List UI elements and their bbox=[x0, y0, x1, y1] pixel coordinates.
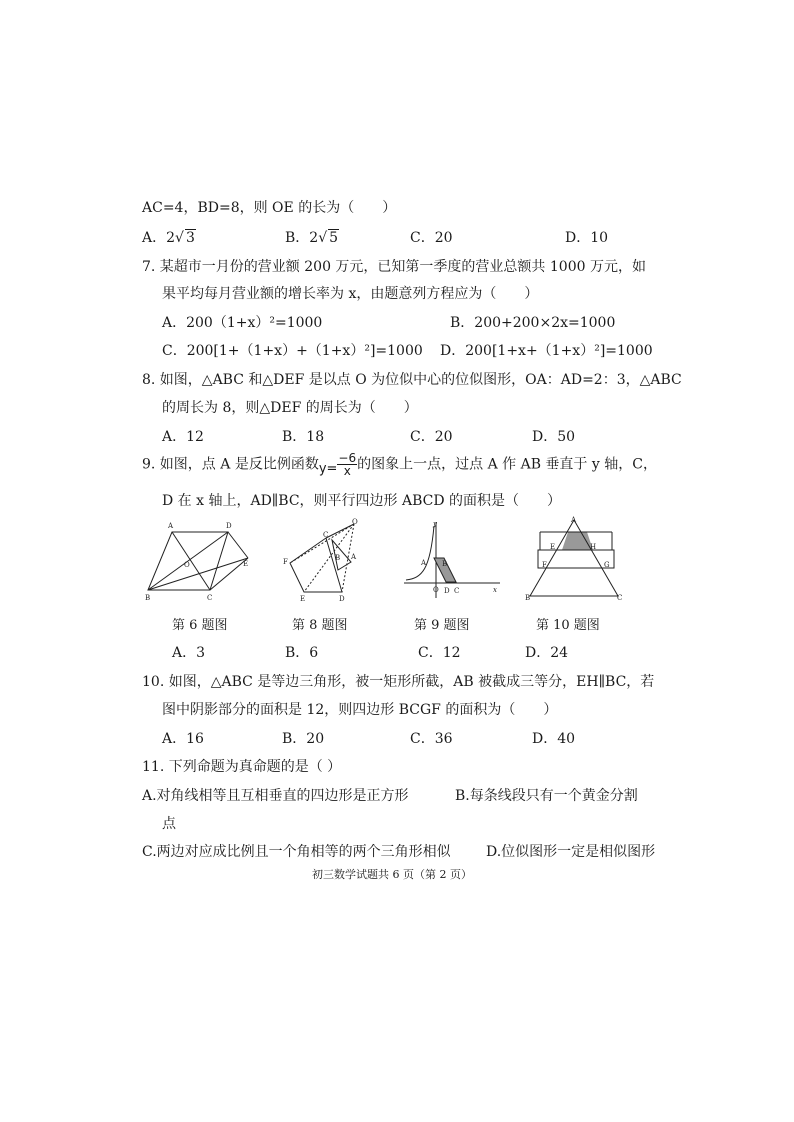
figure-6-caption: 第 6 题图 bbox=[172, 618, 228, 633]
fig6-label-a: A bbox=[168, 522, 174, 530]
q11-option-b: B.每条线段只有一个黄金分割 bbox=[455, 788, 638, 804]
q6-option-d: D．10 bbox=[565, 230, 609, 246]
q6-option-a-label: A．2 bbox=[142, 230, 176, 246]
q7-option-c: C．200[1+（1+x）+（1+x）²]=1000 bbox=[162, 343, 423, 359]
q9-option-c: C．12 bbox=[418, 645, 461, 661]
q7-option-a: A．200（1+x）²=1000 bbox=[162, 315, 323, 331]
fig9-label-y: y bbox=[433, 520, 437, 528]
q10-line1: 10. 如图，△ABC 是等边三角形，被一矩形所截，AB 被截成三等分，EH∥BC，若 bbox=[142, 674, 655, 690]
fig6-label-b: B bbox=[145, 594, 151, 602]
q8-line2: 的周长为 8，则△DEF 的周长为（ ） bbox=[162, 400, 418, 416]
q9-function-fraction bbox=[337, 452, 357, 477]
q9-line1-post: 的图象上一点，过点 A 作 AB 垂直于 y 轴，C， bbox=[357, 456, 657, 473]
fig9-label-b: B bbox=[442, 560, 448, 568]
q6-option-a-radicand: 3 bbox=[185, 230, 195, 246]
fig10-label-h: H bbox=[590, 543, 597, 551]
figure-10-triangle-rectangle bbox=[522, 516, 627, 603]
q6-option-c: C．20 bbox=[410, 230, 453, 246]
q11-option-b-continuation: 点 bbox=[162, 816, 176, 832]
q7-option-d: D．200[1+x+（1+x）²]=1000 bbox=[440, 343, 653, 359]
fig6-label-d: D bbox=[226, 522, 232, 530]
fig8-label-b: B bbox=[335, 554, 341, 562]
q8-option-d: D．50 bbox=[532, 429, 576, 445]
q6-option-b-label: B．2 bbox=[285, 230, 319, 246]
q8-option-b: B．18 bbox=[282, 429, 325, 445]
sqrt-symbol: √ 3 bbox=[175, 230, 195, 246]
fig9-label-x: x bbox=[493, 586, 497, 594]
q7-option-b: B．200+200×2x=1000 bbox=[450, 315, 616, 331]
figure-10-caption: 第 10 题图 bbox=[536, 618, 600, 633]
fig8-label-f: F bbox=[283, 558, 288, 566]
q10-line2: 图中阴影部分的面积是 12，则四边形 BCGF 的面积为（ ） bbox=[162, 702, 558, 718]
q6-stem-continuation: AC=4，BD=8，则 OE 的长为（ ） bbox=[142, 200, 397, 216]
fig9-label-c: C bbox=[454, 587, 460, 595]
q9-fraction-numerator: −6 bbox=[338, 451, 357, 465]
fig10-label-a: A bbox=[571, 516, 577, 524]
q9-option-b: B．6 bbox=[285, 645, 319, 661]
q6-option-a bbox=[142, 227, 196, 247]
fig8-label-a: A bbox=[351, 553, 357, 561]
fig8-label-o: O bbox=[352, 518, 358, 526]
fig9-label-d: D bbox=[444, 587, 450, 595]
figure-8-homothetic-triangles bbox=[278, 518, 368, 603]
q8-option-a: A．12 bbox=[162, 429, 204, 445]
q8-line1: 8. 如图，△ABC 和△DEF 是以点 O 为位似中心的位似图形，OA：AD=2：3，△ABC bbox=[142, 372, 682, 388]
q7-line1: 7. 某超市一月份的营业额 200 万元，已知第一季度的营业总额共 1000 万元，如 bbox=[142, 259, 646, 275]
q10-option-d: D．40 bbox=[532, 731, 576, 747]
q10-option-a: A．16 bbox=[162, 731, 204, 747]
q7-line2: 果平均每月营业额的增长率为 x，由题意列方程应为（ ） bbox=[162, 286, 539, 302]
q10-option-c: C．36 bbox=[410, 731, 453, 747]
page-footer: 初三数学试题共 6 页（第 2 页） bbox=[312, 868, 472, 881]
fig6-label-o: O bbox=[184, 561, 190, 569]
fig8-label-e: E bbox=[300, 595, 306, 603]
fig10-label-g: G bbox=[604, 561, 610, 569]
fig8-label-d: D bbox=[339, 595, 345, 603]
q9-line2: D 在 x 轴上，AD∥BC，则平行四边形 ABCD 的面积是（ ） bbox=[162, 493, 562, 509]
q11-option-a: A.对角线相等且互相垂直的四边形是正方形 bbox=[142, 788, 409, 804]
fig10-label-c: C bbox=[617, 594, 623, 602]
figure-8-caption: 第 8 题图 bbox=[292, 618, 348, 633]
q9-line1-pre: 9. 如图，点 A 是反比例函数 bbox=[142, 456, 319, 473]
q6-option-b bbox=[285, 227, 339, 247]
fig8-label-c: C bbox=[323, 531, 329, 539]
q10-option-b: B．20 bbox=[282, 731, 325, 747]
q9-option-d: D．24 bbox=[525, 645, 569, 661]
fig10-label-f: F bbox=[542, 561, 547, 569]
q9-fraction-denominator: x bbox=[343, 464, 351, 478]
q11-line1: 11. 下列命题为真命题的是（ ） bbox=[142, 759, 342, 775]
fig9-label-o: O bbox=[433, 586, 439, 594]
fig10-label-e: E bbox=[550, 543, 556, 551]
q11-option-c: C.两边对应成比例且一个角相等的两个三角形相似 bbox=[142, 844, 451, 860]
q9-option-a: A．3 bbox=[172, 645, 206, 661]
q9-function-lhs: y= bbox=[318, 461, 338, 477]
sqrt-symbol: √ 5 bbox=[318, 230, 339, 246]
figure-9-coordinate-graph bbox=[396, 518, 506, 600]
q8-option-c: C．20 bbox=[410, 429, 453, 445]
figure-6-parallelogram bbox=[140, 518, 250, 603]
figure-9-caption: 第 9 题图 bbox=[414, 618, 470, 633]
fig6-label-c: C bbox=[207, 594, 213, 602]
fig10-label-b: B bbox=[525, 594, 531, 602]
fig9-label-a: A bbox=[421, 559, 427, 567]
q6-option-b-radicand: 5 bbox=[329, 230, 339, 246]
q9-line1 bbox=[142, 452, 657, 477]
fig6-label-e: E bbox=[243, 560, 249, 568]
q11-option-d: D.位似图形一定是相似图形 bbox=[486, 844, 656, 860]
